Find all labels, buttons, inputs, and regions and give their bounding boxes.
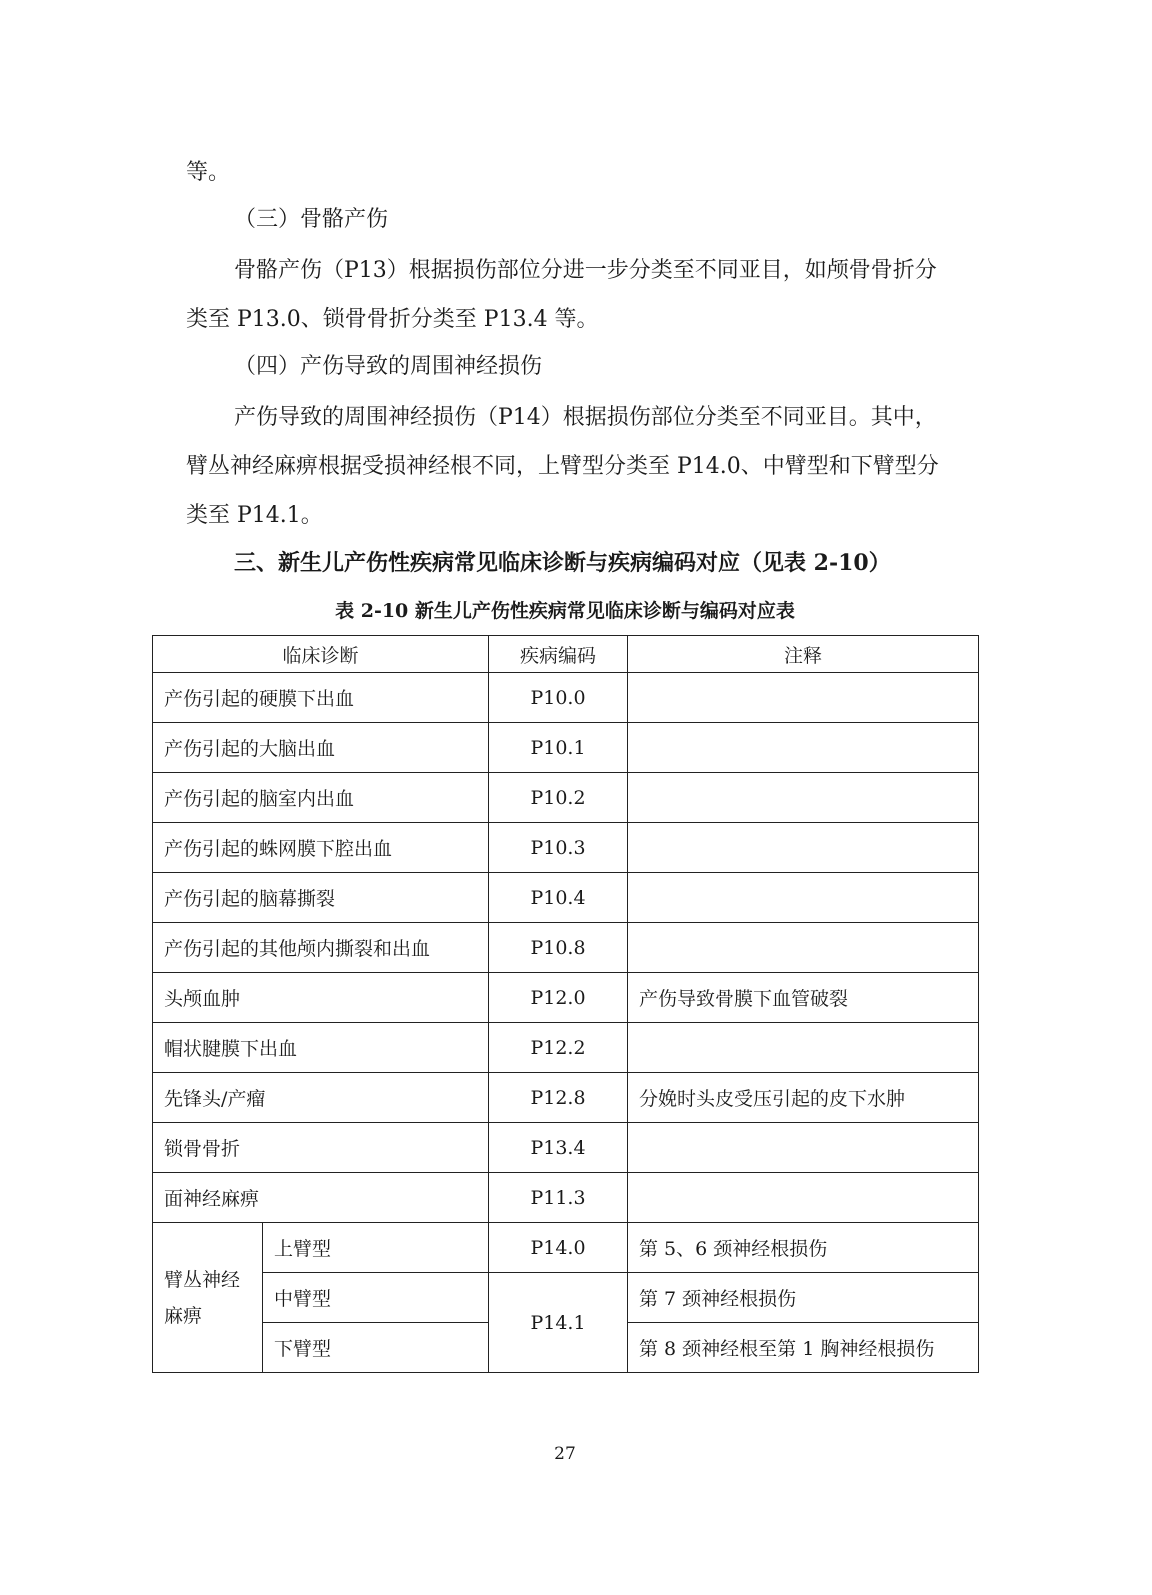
cell-code: P10.2 bbox=[489, 773, 628, 823]
paragraph-peripheral-nerve-injury: 产伤导致的周围神经损伤（P14）根据损伤部位分类至不同亚目。其中，臂丛神经麻痹根据受损神经根不同，上臂型分类至 P14.0、中臂型和下臂型分类至 P14.1。 bbox=[186, 405, 939, 528]
cell-code: P14.0 bbox=[489, 1223, 628, 1273]
cell-subtype: 中臂型 bbox=[263, 1273, 489, 1323]
brachial-group-label: 臂丛神经麻痹 bbox=[164, 1268, 241, 1327]
table-row bbox=[153, 923, 979, 973]
table-row bbox=[153, 1073, 979, 1123]
table-row bbox=[153, 773, 979, 823]
cell-note bbox=[628, 1123, 979, 1173]
cell-diagnosis: 产伤引起的硬膜下出血 bbox=[153, 673, 489, 723]
cell-code: P13.4 bbox=[489, 1123, 628, 1173]
cell-code: P12.2 bbox=[489, 1023, 628, 1073]
cell-note bbox=[628, 673, 979, 723]
cell-note: 产伤导致骨膜下血管破裂 bbox=[628, 973, 979, 1023]
table-row bbox=[153, 823, 979, 873]
cell-diagnosis: 头颅血肿 bbox=[153, 973, 489, 1023]
table-row bbox=[153, 973, 979, 1023]
table-row bbox=[153, 873, 979, 923]
cell-code: P10.4 bbox=[489, 873, 628, 923]
cell-note: 第 8 颈神经根至第 1 胸神经根损伤 bbox=[628, 1323, 979, 1373]
table-caption: 表 2-10 新生儿产伤性疾病常见临床诊断与编码对应表 bbox=[335, 600, 795, 622]
cell-note bbox=[628, 773, 979, 823]
cell-diagnosis: 产伤引起的大脑出血 bbox=[153, 723, 489, 773]
cell-note bbox=[628, 923, 979, 973]
table-row bbox=[153, 1123, 979, 1173]
header-diagnosis: 临床诊断 bbox=[153, 636, 489, 673]
cell-code: P12.0 bbox=[489, 973, 628, 1023]
cell-diagnosis: 面神经麻痹 bbox=[153, 1173, 489, 1223]
table-row-brachial-upper bbox=[153, 1223, 979, 1273]
cell-subtype: 下臂型 bbox=[263, 1323, 489, 1373]
cell-subtype: 上臂型 bbox=[263, 1223, 489, 1273]
cell-note: 第 7 颈神经根损伤 bbox=[628, 1273, 979, 1323]
cell-diagnosis: 锁骨骨折 bbox=[153, 1123, 489, 1173]
cell-code: P10.0 bbox=[489, 673, 628, 723]
cell-code: P10.8 bbox=[489, 923, 628, 973]
cell-note bbox=[628, 1173, 979, 1223]
cell-note bbox=[628, 873, 979, 923]
cell-diagnosis: 产伤引起的蛛网膜下腔出血 bbox=[153, 823, 489, 873]
cell-code-shared: P14.1 bbox=[489, 1273, 628, 1373]
cell-diagnosis: 产伤引起的其他颅内撕裂和出血 bbox=[153, 923, 489, 973]
table-row-brachial-middle bbox=[153, 1273, 979, 1323]
cell-code: P10.3 bbox=[489, 823, 628, 873]
cell-diagnosis: 产伤引起的脑幕撕裂 bbox=[153, 873, 489, 923]
cell-note bbox=[628, 723, 979, 773]
section-title: 三、新生儿产伤性疾病常见临床诊断与疾病编码对应（见表 2-10） bbox=[234, 550, 891, 576]
cell-diagnosis: 产伤引起的脑室内出血 bbox=[153, 773, 489, 823]
cell-diagnosis: 先锋头/产瘤 bbox=[153, 1073, 489, 1123]
cell-brachial-group bbox=[153, 1223, 263, 1373]
cell-note bbox=[628, 823, 979, 873]
cell-note bbox=[628, 1023, 979, 1073]
page-number: 27 bbox=[554, 1444, 576, 1464]
table-row bbox=[153, 1023, 979, 1073]
header-code: 疾病编码 bbox=[489, 636, 628, 673]
cell-note: 第 5、6 颈神经根损伤 bbox=[628, 1223, 979, 1273]
diagnosis-code-table bbox=[152, 635, 979, 1373]
cell-code: P10.1 bbox=[489, 723, 628, 773]
header-note: 注释 bbox=[628, 636, 979, 673]
cell-diagnosis: 帽状腱膜下出血 bbox=[153, 1023, 489, 1073]
subheading-peripheral-nerve-injury: （四）产伤导致的周围神经损伤 bbox=[234, 354, 543, 379]
subheading-skeletal-injury: （三）骨骼产伤 bbox=[234, 207, 389, 232]
paragraph-continuation: 等。 bbox=[186, 160, 231, 185]
cell-code: P12.8 bbox=[489, 1073, 628, 1123]
table-row bbox=[153, 1173, 979, 1223]
table-row bbox=[153, 723, 979, 773]
table-row bbox=[153, 673, 979, 723]
table-header-row bbox=[153, 636, 979, 673]
cell-note: 分娩时头皮受压引起的皮下水肿 bbox=[628, 1073, 979, 1123]
cell-code: P11.3 bbox=[489, 1173, 628, 1223]
paragraph-skeletal-injury: 骨骼产伤（P13）根据损伤部位分进一步分类至不同亚目，如颅骨骨折分类至 P13.0、锁骨骨折分类至 P13.4 等。 bbox=[186, 258, 937, 332]
